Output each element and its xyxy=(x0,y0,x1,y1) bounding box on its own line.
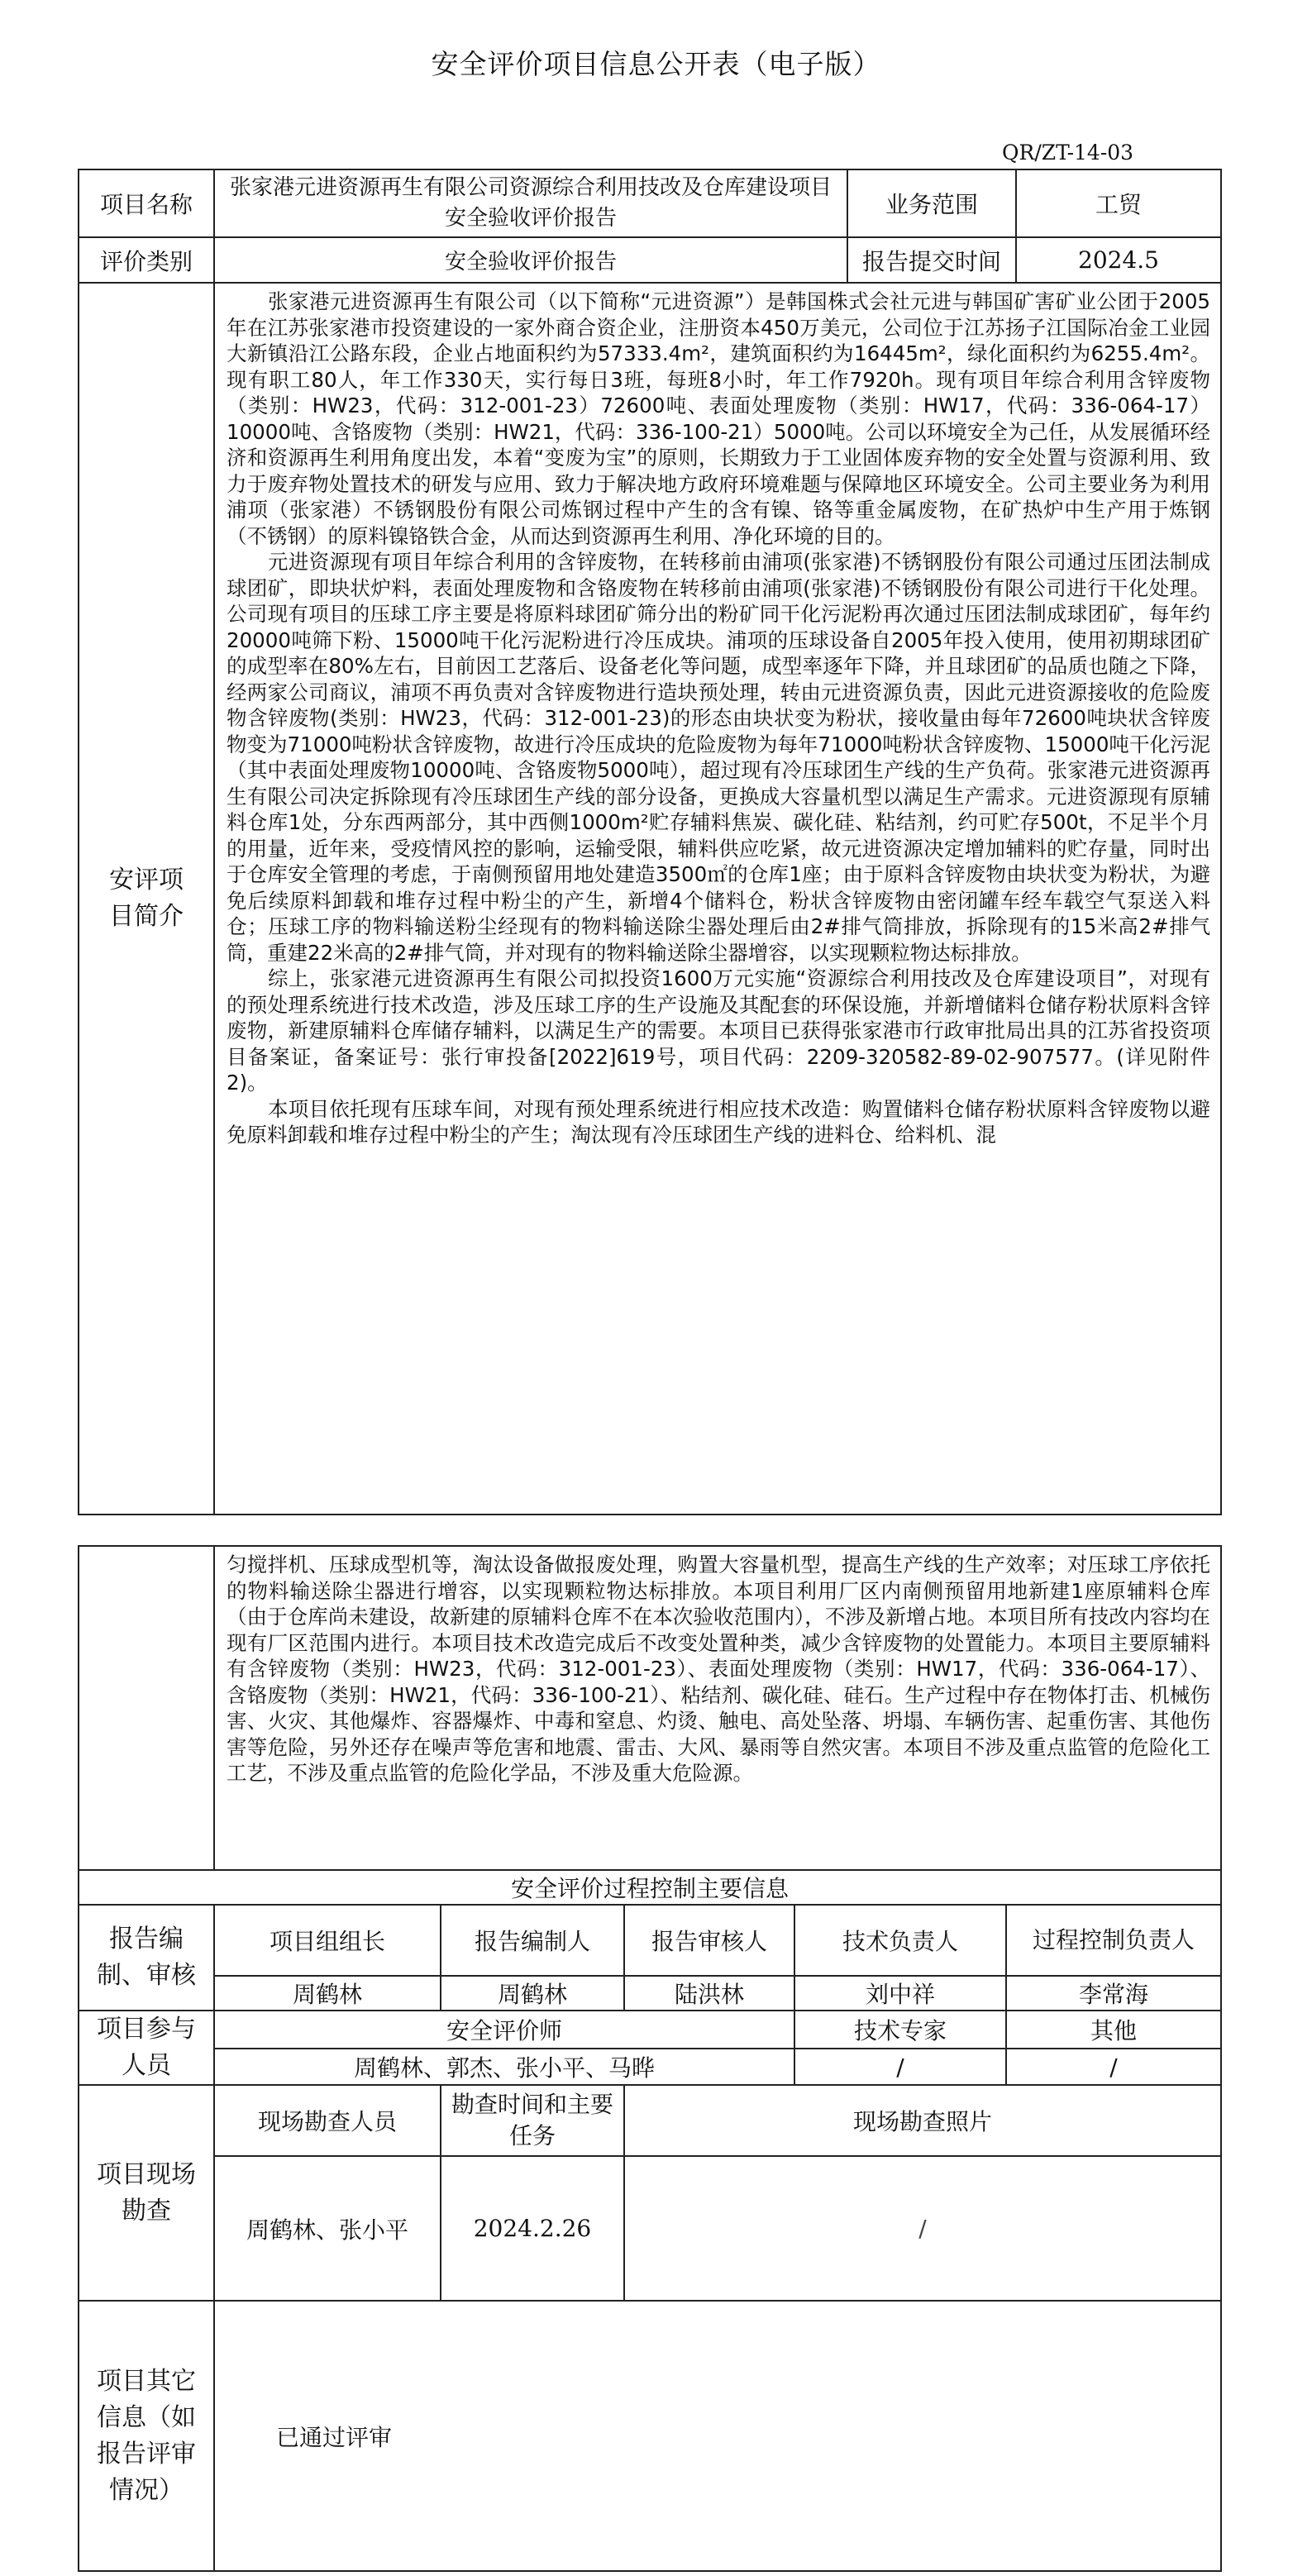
intro-paragraph: 张家港元进资源再生有限公司（以下简称“元进资源”）是韩国株式会社元进与韩国矿害矿业公团于2005年在江苏张家港市投资建设的一家外商合资企业，注册资本450万美元，公司位于江苏扬子江国际冶金工业园大新镇沿江公路东段，企业占地面积约为57333.4m²，建筑面积约为16445m²，绿化面积约为6255.4m²。现有职工80人，年工作330天，实行每日3班，每班8小时，年工作7920h。现有项目年综合利用含锌废物（类别：HW23，代码：312-001-23）72600吨、表面处理废物（类别：HW17，代码：336-064-17）10000吨、含铬废物（类别：HW21，代码：336-100-21）5000吨。公司以环境安全为己任，从发展循环经济和资源再生利用角度出发，本着“变废为宝”的原则，长期致力于工业固体废弃物的安全处置与资源利用、致力于废弃物处置技术的研发与应用、致力于解决地方政府环境难题与保障地区环境安全。公司主要业务为利用浦项（张家港）不锈钢股份有限公司炼钢过程中产生的含有镍、铬等重金属废物，在矿热炉中生产用于炼钢（不锈钢）的原料镍铬铁合金，从而达到资源再生利用、净化环境的目的。 xyxy=(227,289,1210,548)
intro-paragraph: 综上，张家港元进资源再生有限公司拟投资1600万元实施“资源综合利用技改及仓库建设项目”，对现有的预处理系统进行技术改造，涉及压球工序的生产设施及其配套的环保设施，并新增储料仓储存粉状原料含锌废物，新建原辅料仓库储存辅料，以满足生产的需要。本项目已获得张家港市行政审批局出具的江苏省投资项目备案证，备案证号：张行审投备[2022]619号，项目代码：2209-320582-89-02-907577。(详见附件2)。 xyxy=(227,966,1210,1095)
survey-value-staff: 周鹤林、张小平 xyxy=(214,2156,441,2301)
report-header-tech-lead: 技术负责人 xyxy=(794,1905,1006,1976)
report-header-reviewer: 报告审核人 xyxy=(624,1905,794,1976)
submit-time-value: 2024.5 xyxy=(1016,237,1221,283)
report-value-tech-lead: 刘中祥 xyxy=(794,1976,1006,2011)
survey-header-staff: 现场勘查人员 xyxy=(214,2085,441,2156)
participants-value-expert: / xyxy=(794,2049,1006,2085)
business-scope-value: 工贸 xyxy=(1016,169,1221,237)
eval-type-value: 安全验收评价报告 xyxy=(214,237,847,283)
process-control-table xyxy=(78,1545,1222,2572)
participants-header-assessor: 安全评价师 xyxy=(214,2011,794,2049)
intro-label: 安评项目简介 xyxy=(109,866,184,931)
intro-continued: 匀搅拌机、压球成型机等，淘汰设备做报废处理，购置大容量机型，提高生产线的生产效率；对压球工序依托的物料输送除尘器进行增容，以实现颗粒物达标排放。本项目利用厂区内南侧预留用地新建1座原辅料仓库（由于仓库尚未建设，故新建的原辅料仓库不在本次验收范围内），不涉及新增占地。本项目所有技改内容均在现有厂区范围内进行。本项目技术改造完成后不改变处置种类，减少含锌废物的处置能力。本项目主要原辅料有含锌废物（类别：HW23，代码：312-001-23）、表面处理废物（类别：HW17，代码：336-064-17）、含铬废物（类别：HW21，代码：336-100-21）、粘结剂、碳化硅、硅石。生产过程中存在物体打击、机械伤害、火灾、其他爆炸、容器爆炸、中毒和窒息、灼烫、触电、高处坠落、坍塌、车辆伤害、起重伤害、其他伤害等危险，另外还存在噪声等危害和地震、雷击、大风、暴雨等自然灾害。本项目不涉及重点监管的危险化工工艺，不涉及重点监管的危险化学品，不涉及重大危险源。 xyxy=(227,1553,1210,1785)
form-code: QR/ZT-14-03 xyxy=(1002,141,1134,165)
project-name-value: 张家港元进资源再生有限公司资源综合利用技改及仓库建设项目安全验收评价报告 xyxy=(230,175,833,231)
report-label: 报告编制、审核 xyxy=(97,1925,196,1990)
participants-label: 项目参与人员 xyxy=(97,2015,196,2080)
business-scope-label: 业务范围 xyxy=(847,169,1016,237)
report-value-author: 周鹤林 xyxy=(441,1976,624,2011)
intro-paragraph: 元进资源现有项目年综合利用的含锌废物，在转移前由浦项(张家港)不锈钢股份有限公司通过压团法制成球团矿，即块状炉料，表面处理废物和含铬废物在转移前由浦项(张家港)不锈钢股份有限公司进行干化处理。公司现有项目的压球工序主要是将原料球团矿筛分出的粉矿同干化污泥粉再次通过压团法制成球团矿，每年约20000吨筛下粉、15000吨干化污泥粉进行冷压成块。浦项的压球设备自2005年投入使用，使用初期球团矿的成型率在80%左右，目前因工艺落后、设备老化等问题，成型率逐年下降，并且球团矿的品质也随之下降，经两家公司商议，浦项不再负责对含锌废物进行造块预处理，转由元进资源负责，因此元进资源接收的危险废物含锌废物(类别：HW23，代码：312-001-23)的形态由块状变为粉状，接收量由每年72600吨块状含锌废物变为71000吨粉状含锌废物，故进行冷压成块的危险废物为每年71000吨粉状含锌废物、15000吨干化污泥（其中表面处理废物10000吨、含铬废物5000吨），超过现有冷压球团生产线的生产负荷。张家港元进资源再生有限公司决定拆除现有冷压球团生产线的部分设备，更换成大容量机型以满足生产需求。元进资源现有原辅料仓库1处，分东西两部分，其中西侧1000m²贮存辅料焦炭、碳化硅、粘结剂，约可贮存500t，不足半个月的用量，近年来，受疫情风控的影响，运输受限，辅料供应吃紧，故元进资源决定增加辅料的贮存量，同时出于仓库安全管理的考虑，于南侧预留用地处建造3500㎡的仓库1座；由于原料含锌废物由块状变为粉状，为避免后续原料卸载和堆存过程中粉尘的产生，新增4个储料仓，粉状含锌废物由密闭罐车经车载空气泵送入料仓；压球工序的物料输送粉尘经现有的物料输送除尘器处理后由2#排气筒排放，拆除现有的15米高2#排气筒，重建22米高的2#排气筒，并对现有的物料输送除尘器增容，以实现颗粒物达标排放。 xyxy=(227,550,1210,965)
participants-value-assessor: 周鹤林、郭杰、张小平、马晔 xyxy=(214,2049,794,2085)
participants-header-expert: 技术专家 xyxy=(794,2011,1006,2049)
participants-header-other: 其他 xyxy=(1006,2011,1221,2049)
participants-value-other: / xyxy=(1006,2049,1221,2085)
survey-header-photos: 现场勘查照片 xyxy=(624,2085,1221,2156)
report-header-process-lead: 过程控制负责人 xyxy=(1006,1905,1221,1976)
survey-value-time-task: 2024.2.26 xyxy=(441,2156,624,2301)
report-value-reviewer: 陆洪林 xyxy=(624,1976,794,2011)
intro-paragraph: 本项目依托现有压球车间，对现有预处理系统进行相应技术改造：购置储料仓储存粉状原料含锌废物以避免原料卸载和堆存过程中粉尘的产生；淘汰现有冷压球团生产线的进料仓、给料机、混 xyxy=(227,1096,1210,1147)
section-title: 安全评价过程控制主要信息 xyxy=(79,1870,1221,1905)
project-info-table xyxy=(78,169,1222,1515)
other-info-label: 项目其它信息（如报告评审情况） xyxy=(97,2366,196,2505)
report-header-leader: 项目组组长 xyxy=(214,1905,441,1976)
report-value-leader: 周鹤林 xyxy=(214,1976,441,2011)
project-name-label: 项目名称 xyxy=(79,169,214,237)
intro-content xyxy=(214,283,1221,1515)
eval-type-label: 评价类别 xyxy=(79,237,214,283)
other-info-value: 已通过评审 xyxy=(276,2423,393,2451)
survey-label: 项目现场勘查 xyxy=(97,2159,196,2225)
survey-header-time-task: 勘查时间和主要任务 xyxy=(441,2085,624,2156)
report-value-process-lead: 李常海 xyxy=(1006,1976,1221,2011)
page-title: 安全评价项目信息公开表（电子版） xyxy=(431,48,881,80)
submit-time-label: 报告提交时间 xyxy=(847,237,1016,283)
report-header-author: 报告编制人 xyxy=(441,1905,624,1976)
survey-value-photos: / xyxy=(624,2156,1221,2301)
